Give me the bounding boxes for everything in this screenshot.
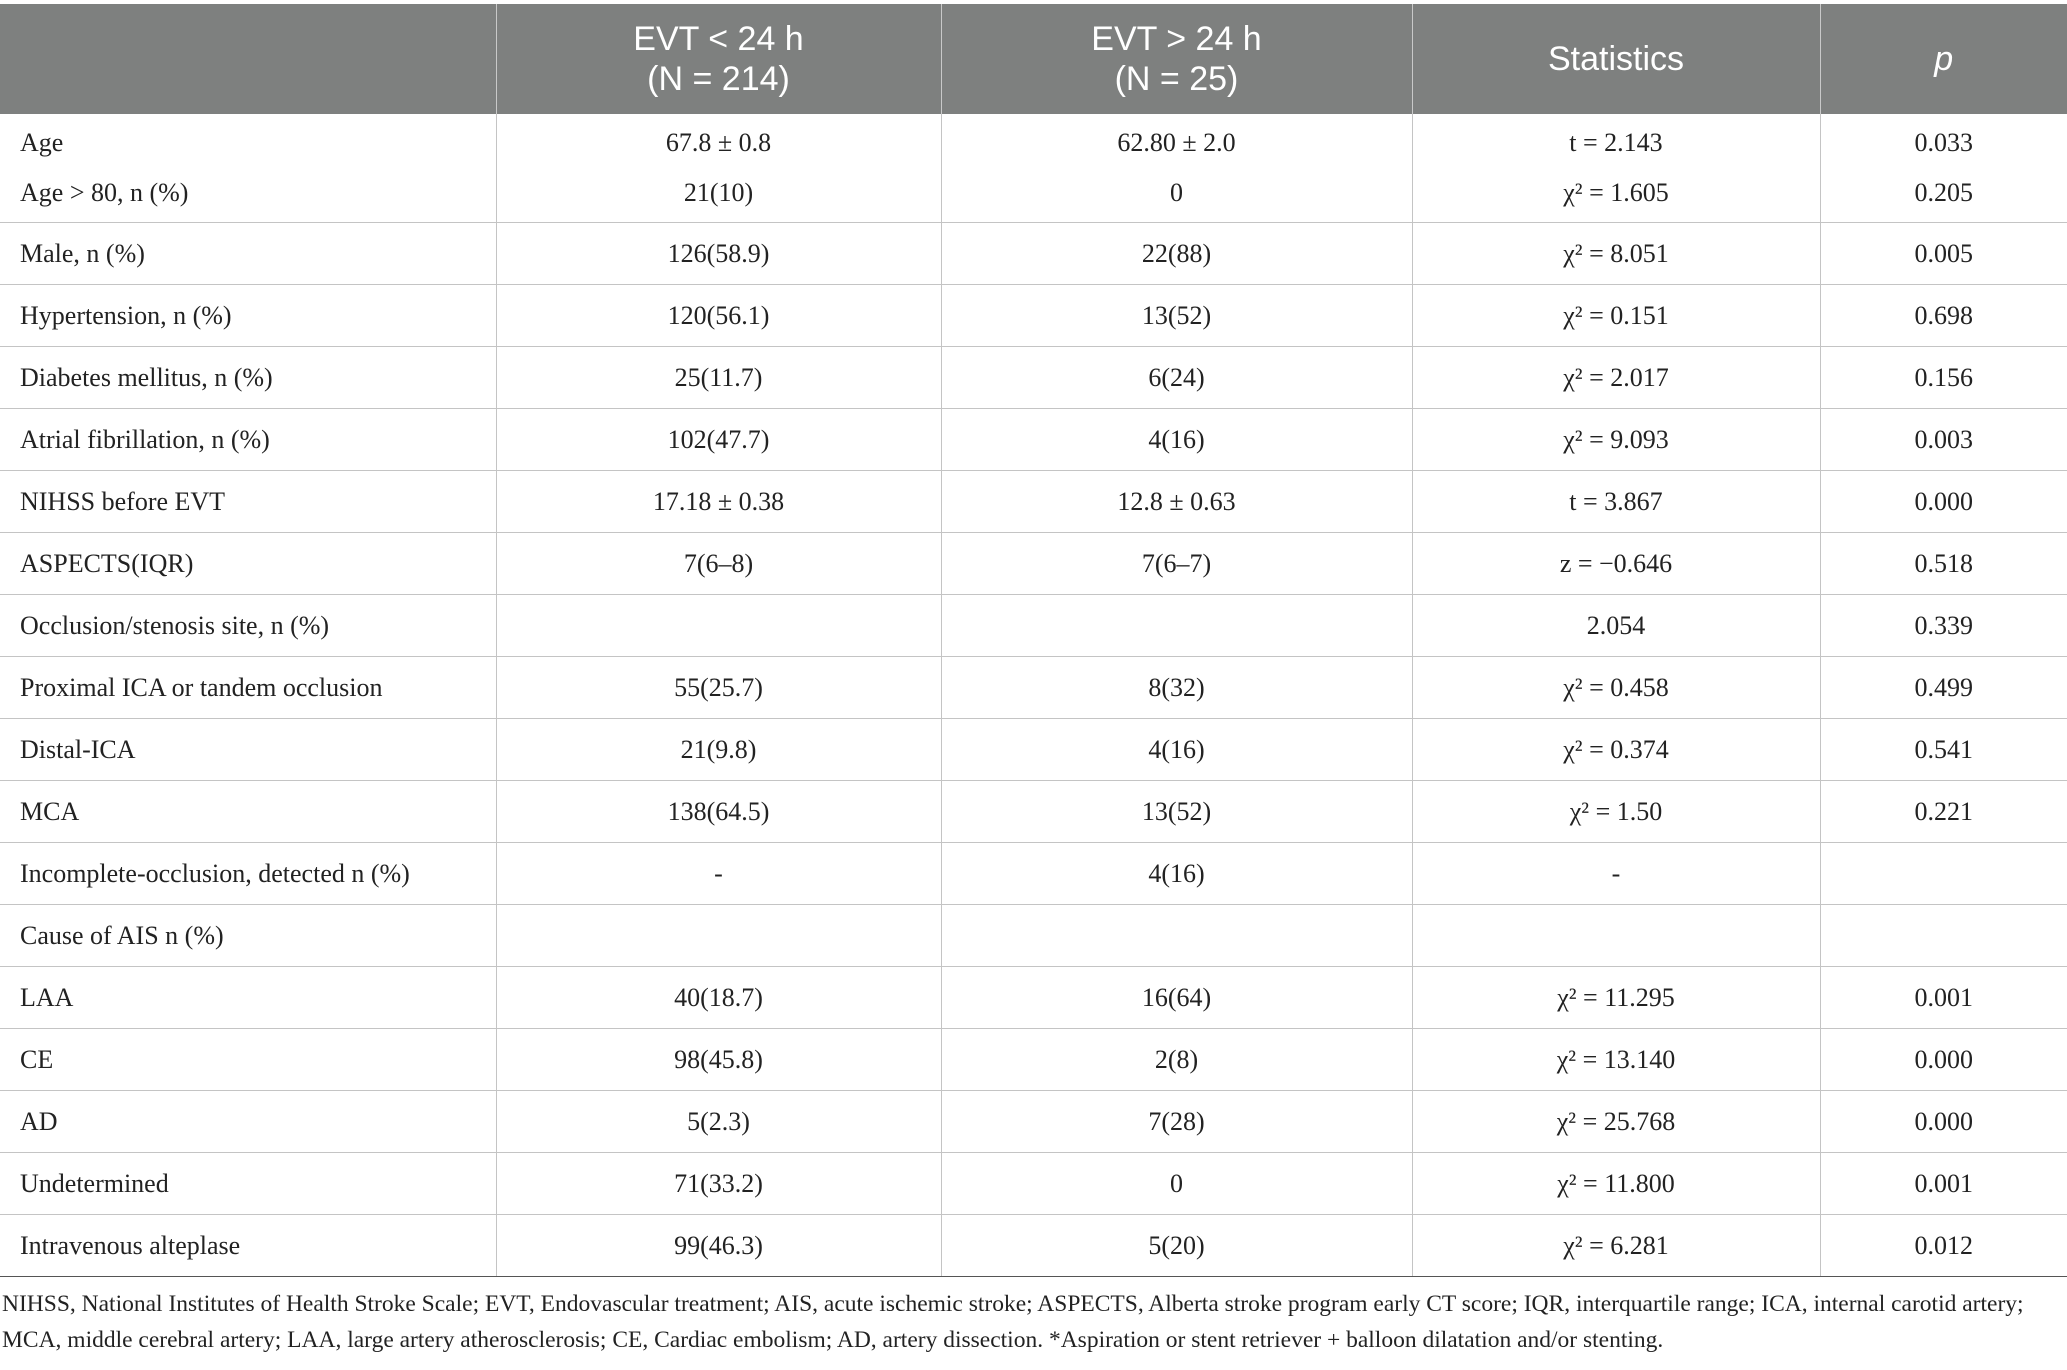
- cell-evt-lt-24h: [496, 114, 941, 223]
- header-statistics-label: Statistics: [1547, 40, 1685, 78]
- table-row: [0, 347, 2067, 409]
- row-label: Undetermined: [0, 1153, 496, 1215]
- row-label: Cause of AIS n (%): [0, 905, 496, 967]
- cell-p: 0.000: [1820, 1029, 2067, 1091]
- table-row: [0, 781, 2067, 843]
- cell-evt-gt-24h: 13(52): [941, 285, 1412, 347]
- row-label: MCA: [0, 781, 496, 843]
- table-row: [0, 471, 2067, 533]
- header-row: [0, 4, 2067, 114]
- cell-p: 0.499: [1820, 657, 2067, 719]
- cell-evt-lt-24h: 21(9.8): [496, 719, 941, 781]
- cell-evt-lt-24h: -: [496, 843, 941, 905]
- row-label: LAA: [0, 967, 496, 1029]
- cell-p: 0.003: [1820, 409, 2067, 471]
- cell-evt-gt-24h-line1: 62.80 ± 2.0: [1117, 128, 1236, 157]
- table-footnote: NIHSS, National Institutes of Health Stroke Scale; EVT, Endovascular treatment; AIS, acute ischemic stroke; ASPECTS, Alberta stroke program early CT score; IQR, interquartile range; ICA, internal carotid artery; MCA, middle cerebral artery; LAA, large artery atherosclerosis; CE, Cardiac embolism; AD, artery dissection. *Aspiration or stent retriever + balloon dilatation and/or stenting.: [2, 1291, 2024, 1353]
- table-row: [0, 114, 2067, 223]
- cell-statistics: χ² = 1.50: [1412, 781, 1820, 843]
- table-row: [0, 905, 2067, 967]
- cell-statistics: χ² = 0.374: [1412, 719, 1820, 781]
- row-label: CE: [0, 1029, 496, 1091]
- header-p: [1820, 4, 2067, 114]
- table-row: [0, 1091, 2067, 1153]
- cell-evt-gt-24h: 5(20): [941, 1215, 1412, 1277]
- cell-p: 0.698: [1820, 285, 2067, 347]
- table-row: [0, 719, 2067, 781]
- table-row: [0, 1215, 2067, 1277]
- cell-statistics: χ² = 0.458: [1412, 657, 1820, 719]
- cell-evt-gt-24h: [941, 114, 1412, 223]
- cell-p: 0.339: [1820, 595, 2067, 657]
- cell-p: [1820, 905, 2067, 967]
- cell-evt-gt-24h: 4(16): [941, 719, 1412, 781]
- row-label-line2: Age > 80, n (%): [20, 178, 189, 207]
- row-label: [0, 114, 496, 223]
- row-label: AD: [0, 1091, 496, 1153]
- cell-evt-gt-24h: 16(64): [941, 967, 1412, 1029]
- cell-evt-gt-24h: 4(16): [941, 409, 1412, 471]
- cell-p: 0.001: [1820, 1153, 2067, 1215]
- row-label: Diabetes mellitus, n (%): [0, 347, 496, 409]
- cell-evt-gt-24h: 4(16): [941, 843, 1412, 905]
- cell-statistics: χ² = 11.295: [1412, 967, 1820, 1029]
- table-row: [0, 843, 2067, 905]
- cell-p: 0.000: [1820, 1091, 2067, 1153]
- header-evt-gt-24h: [941, 4, 1412, 114]
- cell-statistics: t = 3.867: [1412, 471, 1820, 533]
- cell-evt-gt-24h: [941, 595, 1412, 657]
- header-p-label: p: [1934, 40, 1954, 78]
- cell-statistics: z = −0.646: [1412, 533, 1820, 595]
- cell-p: 0.221: [1820, 781, 2067, 843]
- cell-evt-lt-24h: 99(46.3): [496, 1215, 941, 1277]
- cell-evt-lt-24h: 7(6–8): [496, 533, 941, 595]
- header-evt-lt-24h-n: (N = 214): [647, 60, 790, 98]
- row-label: Hypertension, n (%): [0, 285, 496, 347]
- cell-statistics: χ² = 0.151: [1412, 285, 1820, 347]
- cell-evt-gt-24h: 8(32): [941, 657, 1412, 719]
- cell-statistics: χ² = 25.768: [1412, 1091, 1820, 1153]
- cell-evt-lt-24h: [496, 905, 941, 967]
- cell-p: 0.541: [1820, 719, 2067, 781]
- cell-p: [1820, 114, 2067, 223]
- cell-evt-lt-24h-line1: 67.8 ± 0.8: [665, 128, 772, 157]
- cell-evt-lt-24h: 17.18 ± 0.38: [496, 471, 941, 533]
- cell-statistics: -: [1412, 843, 1820, 905]
- row-label: Male, n (%): [0, 223, 496, 285]
- cell-evt-gt-24h: 2(8): [941, 1029, 1412, 1091]
- cell-p-line1: 0.033: [1914, 128, 1973, 157]
- header-evt-lt-24h: [496, 4, 941, 114]
- cell-evt-gt-24h: 13(52): [941, 781, 1412, 843]
- cell-evt-gt-24h: 7(6–7): [941, 533, 1412, 595]
- cell-evt-lt-24h: 138(64.5): [496, 781, 941, 843]
- row-label: Incomplete-occlusion, detected n (%): [0, 843, 496, 905]
- cell-p: 0.156: [1820, 347, 2067, 409]
- row-label: NIHSS before EVT: [0, 471, 496, 533]
- cell-evt-lt-24h: 120(56.1): [496, 285, 941, 347]
- cell-p: [1820, 843, 2067, 905]
- table-row: [0, 223, 2067, 285]
- cell-statistics: χ² = 11.800: [1412, 1153, 1820, 1215]
- cell-evt-gt-24h: 7(28): [941, 1091, 1412, 1153]
- cell-statistics: 2.054: [1412, 595, 1820, 657]
- table-container: [0, 4, 2067, 1277]
- row-label-line1: Age: [20, 128, 64, 157]
- cell-evt-gt-24h: 12.8 ± 0.63: [941, 471, 1412, 533]
- cell-evt-lt-24h: 5(2.3): [496, 1091, 941, 1153]
- cell-statistics: [1412, 905, 1820, 967]
- row-label: Intravenous alteplase: [0, 1215, 496, 1277]
- header-evt-lt-24h-title: EVT < 24 h: [633, 20, 804, 58]
- cell-evt-lt-24h: [496, 595, 941, 657]
- cell-evt-gt-24h: [941, 905, 1412, 967]
- cell-statistics: χ² = 6.281: [1412, 1215, 1820, 1277]
- header-label-col: [0, 4, 496, 114]
- row-label: Atrial fibrillation, n (%): [0, 409, 496, 471]
- cell-evt-lt-24h: 55(25.7): [496, 657, 941, 719]
- cell-statistics: χ² = 2.017: [1412, 347, 1820, 409]
- cell-statistics: [1412, 114, 1820, 223]
- table-row: [0, 967, 2067, 1029]
- table-row: [0, 657, 2067, 719]
- table-row: [0, 285, 2067, 347]
- header-evt-gt-24h-title: EVT > 24 h: [1091, 20, 1262, 58]
- cell-p: 0.001: [1820, 967, 2067, 1029]
- row-label: ASPECTS(IQR): [0, 533, 496, 595]
- header-statistics: [1412, 4, 1820, 114]
- table-row: [0, 595, 2067, 657]
- table-row: [0, 1029, 2067, 1091]
- row-label: Distal-ICA: [0, 719, 496, 781]
- table-row: [0, 409, 2067, 471]
- cell-evt-lt-24h: 102(47.7): [496, 409, 941, 471]
- cell-evt-lt-24h: 25(11.7): [496, 347, 941, 409]
- cell-p: 0.005: [1820, 223, 2067, 285]
- cell-evt-gt-24h-line2: 0: [1170, 178, 1183, 207]
- cell-p-line2: 0.205: [1914, 178, 1973, 207]
- cell-evt-gt-24h: 6(24): [941, 347, 1412, 409]
- data-table: [0, 4, 2067, 1277]
- cell-evt-lt-24h: 98(45.8): [496, 1029, 941, 1091]
- header-evt-gt-24h-n: (N = 25): [1114, 60, 1239, 98]
- cell-statistics: χ² = 9.093: [1412, 409, 1820, 471]
- cell-p: 0.000: [1820, 471, 2067, 533]
- cell-p: 0.518: [1820, 533, 2067, 595]
- row-label: Proximal ICA or tandem occlusion: [0, 657, 496, 719]
- row-label: Occlusion/stenosis site, n (%): [0, 595, 496, 657]
- cell-statistics-line2: χ² = 1.605: [1563, 178, 1669, 207]
- cell-evt-lt-24h: 40(18.7): [496, 967, 941, 1029]
- cell-evt-lt-24h: 126(58.9): [496, 223, 941, 285]
- cell-p: 0.012: [1820, 1215, 2067, 1277]
- cell-statistics-line1: t = 2.143: [1569, 128, 1663, 157]
- table-row: [0, 533, 2067, 595]
- cell-evt-lt-24h-line2: 21(10): [683, 178, 754, 207]
- cell-evt-gt-24h: 22(88): [941, 223, 1412, 285]
- cell-statistics: χ² = 13.140: [1412, 1029, 1820, 1091]
- cell-evt-gt-24h: 0: [941, 1153, 1412, 1215]
- table-row: [0, 1153, 2067, 1215]
- cell-evt-lt-24h: 71(33.2): [496, 1153, 941, 1215]
- cell-statistics: χ² = 8.051: [1412, 223, 1820, 285]
